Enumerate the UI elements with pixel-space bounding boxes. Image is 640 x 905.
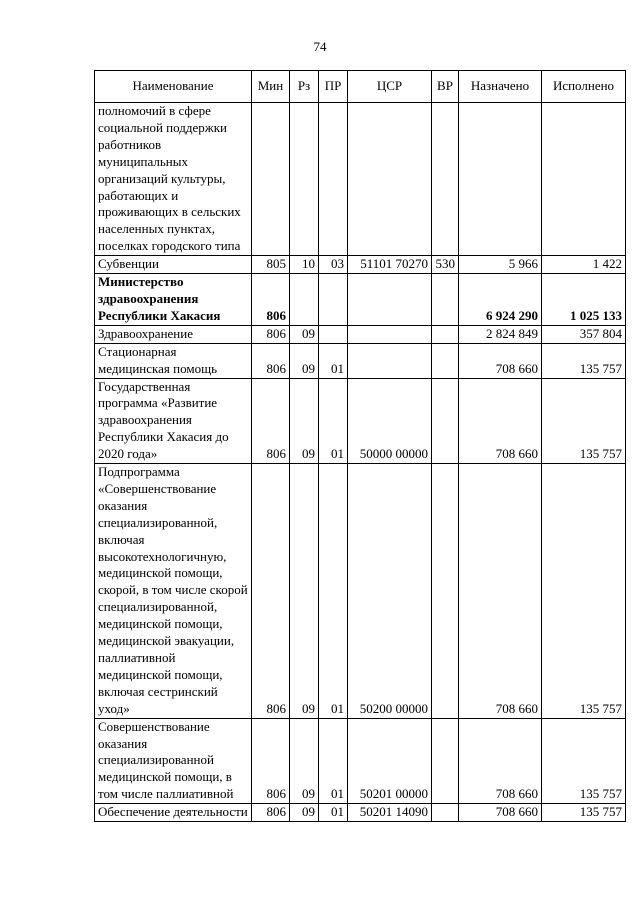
cell-assigned: 2 824 849 [459, 325, 542, 343]
table-row [95, 343, 626, 378]
cell-vr [432, 718, 459, 804]
cell-pr: 01 [319, 343, 348, 378]
cell-rz: 09 [290, 718, 319, 804]
cell-pr: 01 [319, 804, 348, 822]
header-name: Наименование [95, 71, 252, 103]
page-number: 74 [313, 39, 327, 54]
cell-vr [432, 343, 459, 378]
cell-pr: 03 [319, 256, 348, 274]
cell-rz: 10 [290, 256, 319, 274]
cell-csr: 50000 00000 [348, 378, 432, 464]
cell-min: 806 [252, 804, 290, 822]
cell-assigned: 708 660 [459, 718, 542, 804]
table-row [95, 464, 626, 719]
cell-min: 806 [252, 464, 290, 719]
cell-vr: 530 [432, 256, 459, 274]
cell-name: Субвенции [95, 256, 252, 274]
cell-csr [348, 274, 432, 326]
header-assigned: Назначено [459, 71, 542, 103]
cell-rz [290, 103, 319, 256]
cell-pr: 01 [319, 378, 348, 464]
cell-executed: 1 422 [542, 256, 626, 274]
cell-csr [348, 325, 432, 343]
table-header-row [95, 71, 626, 103]
header-vr: ВР [432, 71, 459, 103]
cell-min: 805 [252, 256, 290, 274]
cell-assigned: 708 660 [459, 804, 542, 822]
cell-executed: 135 757 [542, 378, 626, 464]
table-row [95, 274, 626, 326]
cell-assigned: 708 660 [459, 464, 542, 719]
table-row [95, 103, 626, 256]
header-rz: Рз [290, 71, 319, 103]
cell-vr [432, 103, 459, 256]
table-body [95, 103, 626, 822]
cell-name: Государственная программа «Развитие здравоохранения Республики Хакасия до 2020 года» [95, 378, 252, 464]
cell-vr [432, 325, 459, 343]
cell-name: Обеспечение деятельности [95, 804, 252, 822]
cell-pr [319, 103, 348, 256]
table-row [95, 718, 626, 804]
cell-vr [432, 378, 459, 464]
cell-name: Стационарная медицинская помощь [95, 343, 252, 378]
cell-vr [432, 804, 459, 822]
budget-table [94, 70, 626, 822]
cell-rz: 09 [290, 378, 319, 464]
cell-assigned: 6 924 290 [459, 274, 542, 326]
cell-assigned: 708 660 [459, 343, 542, 378]
cell-csr: 50200 00000 [348, 464, 432, 719]
cell-csr: 50201 14090 [348, 804, 432, 822]
cell-name: Подпрограмма «Совершенствование оказания специализированной, включая высокотехнологичную, медицинской помощи, скорой, в том числе скорой специализированной, медицинской помощи, медицинской эвакуации, паллиативной медицинской помощи, включая сестринский уход» [95, 464, 252, 719]
cell-min: 806 [252, 378, 290, 464]
cell-executed: 135 757 [542, 804, 626, 822]
cell-pr [319, 274, 348, 326]
cell-executed: 135 757 [542, 718, 626, 804]
table-row [95, 378, 626, 464]
cell-assigned: 5 966 [459, 256, 542, 274]
cell-executed: 1 025 133 [542, 274, 626, 326]
cell-vr [432, 274, 459, 326]
cell-rz: 09 [290, 804, 319, 822]
cell-pr: 01 [319, 464, 348, 719]
cell-executed: 135 757 [542, 464, 626, 719]
cell-name: Министерство здравоохранения Республики Хакасия [95, 274, 252, 326]
cell-executed: 357 804 [542, 325, 626, 343]
cell-name: Совершенствование оказания специализированной медицинской помощи, в том числе паллиативной [95, 718, 252, 804]
cell-assigned [459, 103, 542, 256]
cell-vr [432, 464, 459, 719]
cell-executed [542, 103, 626, 256]
table-row [95, 325, 626, 343]
table-row [95, 256, 626, 274]
cell-rz [290, 274, 319, 326]
cell-assigned: 708 660 [459, 378, 542, 464]
cell-name: полномочий в сфере социальной поддержки работников муниципальных организаций культуры, работающих и проживающих в сельских населенных пунктах, поселках городского типа [95, 103, 252, 256]
cell-min [252, 103, 290, 256]
table-row [95, 804, 626, 822]
cell-csr: 51101 70270 [348, 256, 432, 274]
cell-csr [348, 343, 432, 378]
cell-pr: 01 [319, 718, 348, 804]
cell-min: 806 [252, 343, 290, 378]
cell-name: Здравоохранение [95, 325, 252, 343]
cell-csr [348, 103, 432, 256]
cell-min: 806 [252, 274, 290, 326]
cell-rz: 09 [290, 464, 319, 719]
cell-csr: 50201 00000 [348, 718, 432, 804]
header-min: Мин [252, 71, 290, 103]
cell-rz: 09 [290, 343, 319, 378]
header-executed: Исполнено [542, 71, 626, 103]
cell-executed: 135 757 [542, 343, 626, 378]
cell-pr [319, 325, 348, 343]
header-pr: ПР [319, 71, 348, 103]
cell-rz: 09 [290, 325, 319, 343]
cell-min: 806 [252, 325, 290, 343]
header-csr: ЦСР [348, 71, 432, 103]
cell-min: 806 [252, 718, 290, 804]
